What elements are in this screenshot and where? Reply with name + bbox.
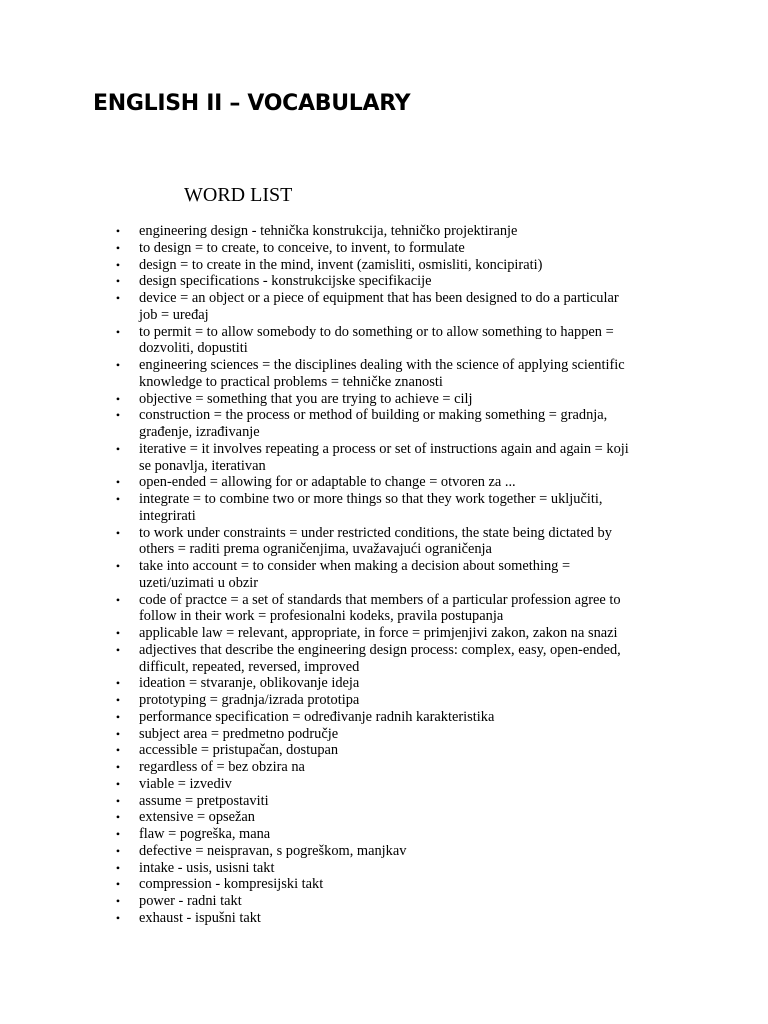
list-item	[115, 256, 679, 274]
list-item-text: exhaust - ispušni takt	[139, 909, 261, 926]
bullet-icon: •	[115, 626, 121, 640]
list-item-text: performance specification = određivanje radnih karakteristika	[139, 708, 495, 725]
list-item-text: regardless of = bez obzira na	[139, 759, 305, 775]
list-item-text: ideation = stvaranje, oblikovanje ideja	[139, 675, 360, 692]
bullet-icon: •	[115, 843, 121, 858]
bullet-icon: •	[115, 224, 121, 238]
bullet-icon: •	[115, 676, 121, 691]
list-item-text: take into account = to consider when making a decision about something =	[139, 558, 571, 574]
list-item-text: adjectives that describe the engineering design process: complex, easy, open-ended,	[139, 641, 621, 658]
list-item-text: integrirati	[139, 507, 196, 524]
list-item	[115, 842, 679, 860]
list-item-text: to work under constraints = under restricted conditions, the state being dictated by	[139, 524, 612, 541]
list-item	[115, 474, 679, 491]
list-item	[115, 759, 679, 776]
bullet-icon: •	[115, 776, 121, 791]
bullet-icon: •	[115, 240, 121, 255]
list-item	[115, 390, 679, 408]
list-item-text: design specifications - konstrukcijske specifikacije	[139, 273, 432, 290]
list-item	[115, 725, 679, 743]
list-item	[115, 223, 679, 240]
list-item	[115, 491, 679, 525]
list-item	[115, 239, 679, 257]
list-item-text: applicable law = relevant, appropriate, in force = primjenjivi zakon, zakon na snazi	[139, 625, 618, 641]
list-item-text: difficult, repeated, reversed, improved	[139, 658, 360, 675]
list-item-text: integrate = to combine two or more things so that they work together = uključiti,	[139, 491, 603, 507]
list-item-text: flaw = pogreška, mana	[139, 826, 271, 842]
list-item-text: compression - kompresijski takt	[139, 876, 324, 893]
bullet-icon: •	[115, 910, 121, 925]
list-item	[115, 692, 679, 709]
list-item-text: viable = izvediv	[139, 775, 232, 792]
list-item	[115, 859, 679, 877]
bullet-icon: •	[115, 492, 121, 506]
list-item	[115, 909, 679, 927]
list-item-text: građenje, izrađivanje	[139, 424, 260, 440]
list-item-text: device = an object or a piece of equipment that has been designed to do a particular	[139, 290, 619, 306]
list-item	[115, 323, 679, 358]
word-list	[115, 223, 679, 927]
bullet-icon: •	[115, 525, 121, 540]
list-item-text: dozvoliti, dopustiti	[139, 340, 248, 357]
list-item-text: uzeti/uzimati u obzir	[139, 574, 259, 591]
list-item	[115, 524, 679, 559]
list-item-text: power - radni takt	[139, 893, 242, 909]
list-item	[115, 775, 679, 793]
bullet-icon: •	[115, 860, 121, 875]
list-item	[115, 708, 679, 726]
list-item	[115, 407, 679, 441]
bullet-icon: •	[115, 274, 121, 289]
list-item-text: iterative = it involves repeating a process or set of instructions again and again = koji	[139, 440, 629, 457]
list-item-text: to design = to create, to conceive, to invent, to formulate	[139, 239, 465, 256]
bullet-icon: •	[115, 324, 121, 339]
bullet-icon: •	[115, 408, 121, 423]
list-item-text: subject area = predmetno područje	[139, 725, 339, 742]
list-item	[115, 893, 679, 910]
bullet-icon: •	[115, 257, 121, 272]
list-item-text: assume = pretpostaviti	[139, 792, 269, 809]
list-item	[115, 742, 679, 759]
list-item	[115, 826, 679, 843]
list-item	[115, 876, 679, 893]
list-item-text: extensive = opsežan	[139, 809, 256, 826]
list-item-text: follow in their work = profesionalni kodeks, pravila postupanja	[139, 608, 504, 625]
list-item	[115, 558, 679, 592]
bullet-icon: •	[115, 726, 121, 741]
bullet-icon: •	[115, 559, 121, 573]
bullet-icon: •	[115, 760, 121, 774]
list-item	[115, 625, 679, 642]
list-item-text: defective = neispravan, s pogreškom, manjkav	[139, 842, 407, 859]
bullet-icon: •	[115, 827, 121, 841]
bullet-icon: •	[115, 894, 121, 908]
list-item	[115, 591, 679, 626]
list-item	[115, 675, 679, 692]
list-item-text: to permit = to allow somebody to do something or to allow something to happen =	[139, 323, 614, 340]
list-item-text: others = raditi prema ograničenjima, uvažavajući ograničenja	[139, 541, 492, 558]
bullet-icon: •	[115, 475, 121, 490]
bullet-icon: •	[115, 358, 121, 372]
bullet-icon: •	[115, 441, 121, 456]
list-item-text: intake - usis, usisni takt	[139, 859, 275, 876]
bullet-icon: •	[115, 693, 121, 707]
list-item-text: objective = something that you are trying to achieve = cilj	[139, 390, 473, 407]
list-item	[115, 357, 679, 391]
list-item	[115, 440, 679, 475]
section-heading: WORD LIST	[184, 184, 293, 206]
list-item	[115, 792, 679, 810]
list-item-text: se ponavlja, iterativan	[139, 457, 266, 474]
bullet-icon: •	[115, 642, 121, 657]
bullet-icon: •	[115, 391, 121, 406]
bullet-icon: •	[115, 877, 121, 892]
list-item-text: accessible = pristupačan, dostupan	[139, 742, 339, 759]
list-item-text: knowledge to practical problems = tehničke znanosti	[139, 373, 443, 390]
list-item-text: prototyping = gradnja/izrada prototipa	[139, 692, 360, 708]
list-item	[115, 809, 679, 826]
list-item-text: code of practce = a set of standards that members of a particular profession agree to	[139, 591, 621, 608]
bullet-icon: •	[115, 291, 121, 305]
list-item-text: construction = the process or method of building or making something = gradnja,	[139, 407, 608, 424]
list-item	[115, 641, 679, 676]
bullet-icon: •	[115, 709, 121, 724]
list-item	[115, 290, 679, 324]
list-item-text: engineering design - tehnička konstrukcija, tehničko projektiranje	[139, 223, 518, 239]
page-title: ENGLISH II – VOCABULARY	[93, 91, 411, 116]
bullet-icon: •	[115, 592, 121, 607]
list-item-text: design = to create in the mind, invent (zamisliti, osmisliti, koncipirati)	[139, 256, 543, 273]
list-item	[115, 273, 679, 290]
list-item-text: job = uređaj	[139, 306, 209, 323]
bullet-icon: •	[115, 810, 121, 825]
list-item-text: engineering sciences = the disciplines dealing with the science of applying scientific	[139, 357, 625, 373]
bullet-icon: •	[115, 793, 121, 808]
bullet-icon: •	[115, 743, 121, 758]
list-item-text: open-ended = allowing for or adaptable to change = otvoren za ...	[139, 474, 516, 491]
